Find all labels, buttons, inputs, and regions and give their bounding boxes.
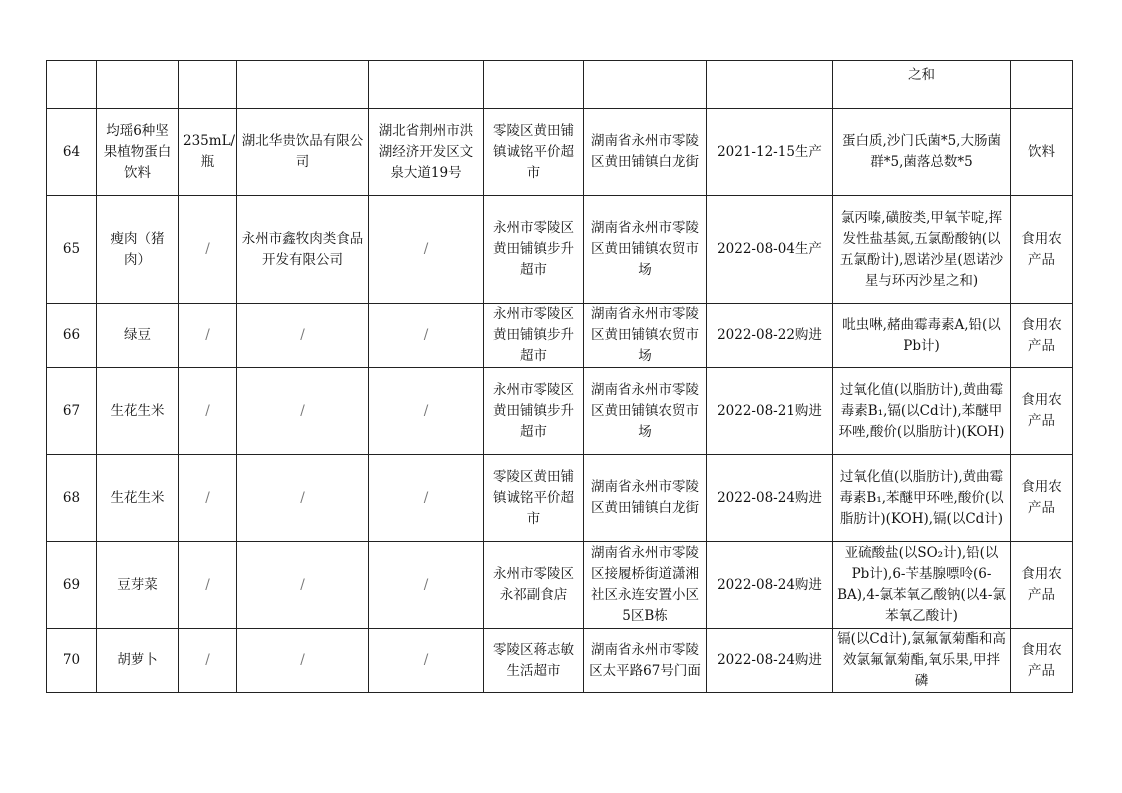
cell-date: 2021-12-15生产 xyxy=(707,109,833,196)
cell-producer: / xyxy=(237,304,369,368)
cell-spec: / xyxy=(179,455,237,542)
cell-seller-address: 湖南省永州市零陵区黄田铺镇农贸市场 xyxy=(584,304,707,368)
cell-test-items: 吡虫啉,赭曲霉毒素A,铅(以Pb计) xyxy=(833,304,1011,368)
cell-producer: 湖北华贵饮品有限公司 xyxy=(237,109,369,196)
cell-producer: / xyxy=(237,542,369,629)
cell-date: 2022-08-22购进 xyxy=(707,304,833,368)
cell-producer: 永州市鑫牧肉类食品开发有限公司 xyxy=(237,196,369,304)
cell-spec: / xyxy=(179,196,237,304)
cell-seller: 零陵区黄田铺镇诚铭平价超市 xyxy=(484,455,584,542)
cell-spec: / xyxy=(179,304,237,368)
cell-seller: 永州市零陵区黄田铺镇步升超市 xyxy=(484,304,584,368)
table-row xyxy=(47,196,1073,304)
cell-seller: 永州市零陵区黄田铺镇步升超市 xyxy=(484,368,584,455)
cell-spec: / xyxy=(179,629,237,693)
cell-producer-address: 湖北省荆州市洪湖经济开发区文泉大道19号 xyxy=(369,109,484,196)
cell-test-items: 亚硫酸盐(以SO₂计),铅(以Pb计),6-苄基腺嘌呤(6-BA),4-氯苯氧乙酸钠(以4-氯苯氧乙酸计) xyxy=(833,542,1011,629)
table-row xyxy=(47,542,1073,629)
table-row xyxy=(47,629,1073,693)
cell-test-items: 过氧化值(以脂肪计),黄曲霉毒素B₁,镉(以Cd计),苯醚甲环唑,酸价(以脂肪计)(KOH) xyxy=(833,368,1011,455)
cell-no: 66 xyxy=(47,304,97,368)
cell-no: 65 xyxy=(47,196,97,304)
cell-date: 2022-08-21购进 xyxy=(707,368,833,455)
cell-seller-address: 湖南省永州市零陵区黄田铺镇农贸市场 xyxy=(584,196,707,304)
cell-test-items: 镉(以Cd计),氯氟氰菊酯和高效氯氟氰菊酯,氧乐果,甲拌磷 xyxy=(833,629,1011,693)
cell-category: 食用农产品 xyxy=(1011,368,1073,455)
cell-producer-address: / xyxy=(369,196,484,304)
cell-seller-address: 湖南省永州市零陵区黄田铺镇农贸市场 xyxy=(584,368,707,455)
cell-seller: 永州市零陵区永祁副食店 xyxy=(484,542,584,629)
table-row xyxy=(47,109,1073,196)
cell-seller-address: 湖南省永州市零陵区黄田铺镇白龙街 xyxy=(584,455,707,542)
cell-producer-address: / xyxy=(369,304,484,368)
cell-spec: / xyxy=(179,542,237,629)
cell-producer-address: / xyxy=(369,629,484,693)
cell-producer-address: / xyxy=(369,368,484,455)
cell-category: 食用农产品 xyxy=(1011,542,1073,629)
cell-name: 瘦肉（猪肉） xyxy=(97,196,179,304)
cell-producer-address: / xyxy=(369,455,484,542)
cell-category: 食用农产品 xyxy=(1011,196,1073,304)
inspection-table xyxy=(46,60,1073,693)
cell-seller: 零陵区蒋志敏生活超市 xyxy=(484,629,584,693)
cell-no: 70 xyxy=(47,629,97,693)
cell-category: 饮料 xyxy=(1011,109,1073,196)
table-row xyxy=(47,304,1073,368)
cell-date: 2022-08-24购进 xyxy=(707,455,833,542)
cell-no: 64 xyxy=(47,109,97,196)
cell-category: 食用农产品 xyxy=(1011,455,1073,542)
cell-name: 胡萝卜 xyxy=(97,629,179,693)
cell-date: 2022-08-24购进 xyxy=(707,542,833,629)
cell-producer-address: / xyxy=(369,542,484,629)
cell-producer: / xyxy=(237,455,369,542)
cell-name: 生花生米 xyxy=(97,368,179,455)
cell-name: 生花生米 xyxy=(97,455,179,542)
cell-test-items: 氯丙嗪,磺胺类,甲氧苄啶,挥发性盐基氮,五氯酚酸钠(以五氯酚计),恩诺沙星(恩诺沙星与环丙沙星之和) xyxy=(833,196,1011,304)
cell-spec: 235mL/瓶 xyxy=(179,109,237,196)
cell-date: 2022-08-24购进 xyxy=(707,629,833,693)
cell-seller-address: 湖南省永州市零陵区黄田铺镇白龙街 xyxy=(584,109,707,196)
cell-seller: 零陵区黄田铺镇诚铭平价超市 xyxy=(484,109,584,196)
cell-producer: / xyxy=(237,368,369,455)
cell-seller-address: 湖南省永州市零陵区接履桥街道潇湘社区永连安置小区5区B栋 xyxy=(584,542,707,629)
cell-name: 豆芽菜 xyxy=(97,542,179,629)
cell-date: 2022-08-04生产 xyxy=(707,196,833,304)
cell-name: 均瑶6种坚果植物蛋白饮料 xyxy=(97,109,179,196)
cell-no: 69 xyxy=(47,542,97,629)
cell-no: 68 xyxy=(47,455,97,542)
cell-category: 食用农产品 xyxy=(1011,304,1073,368)
cell-seller: 永州市零陵区黄田铺镇步升超市 xyxy=(484,196,584,304)
cell-producer: / xyxy=(237,629,369,693)
continuation-row xyxy=(47,61,1073,109)
cell-test-items: 蛋白质,沙门氏菌*5,大肠菌群*5,菌落总数*5 xyxy=(833,109,1011,196)
cell-category: 食用农产品 xyxy=(1011,629,1073,693)
cell-test-items: 之和 xyxy=(833,61,1011,109)
table-row xyxy=(47,368,1073,455)
cell-test-items: 过氧化值(以脂肪计),黄曲霉毒素B₁,苯醚甲环唑,酸价(以脂肪计)(KOH),镉(以Cd计) xyxy=(833,455,1011,542)
cell-seller-address: 湖南省永州市零陵区太平路67号门面 xyxy=(584,629,707,693)
table-row xyxy=(47,455,1073,542)
cell-no: 67 xyxy=(47,368,97,455)
cell-name: 绿豆 xyxy=(97,304,179,368)
cell-spec: / xyxy=(179,368,237,455)
